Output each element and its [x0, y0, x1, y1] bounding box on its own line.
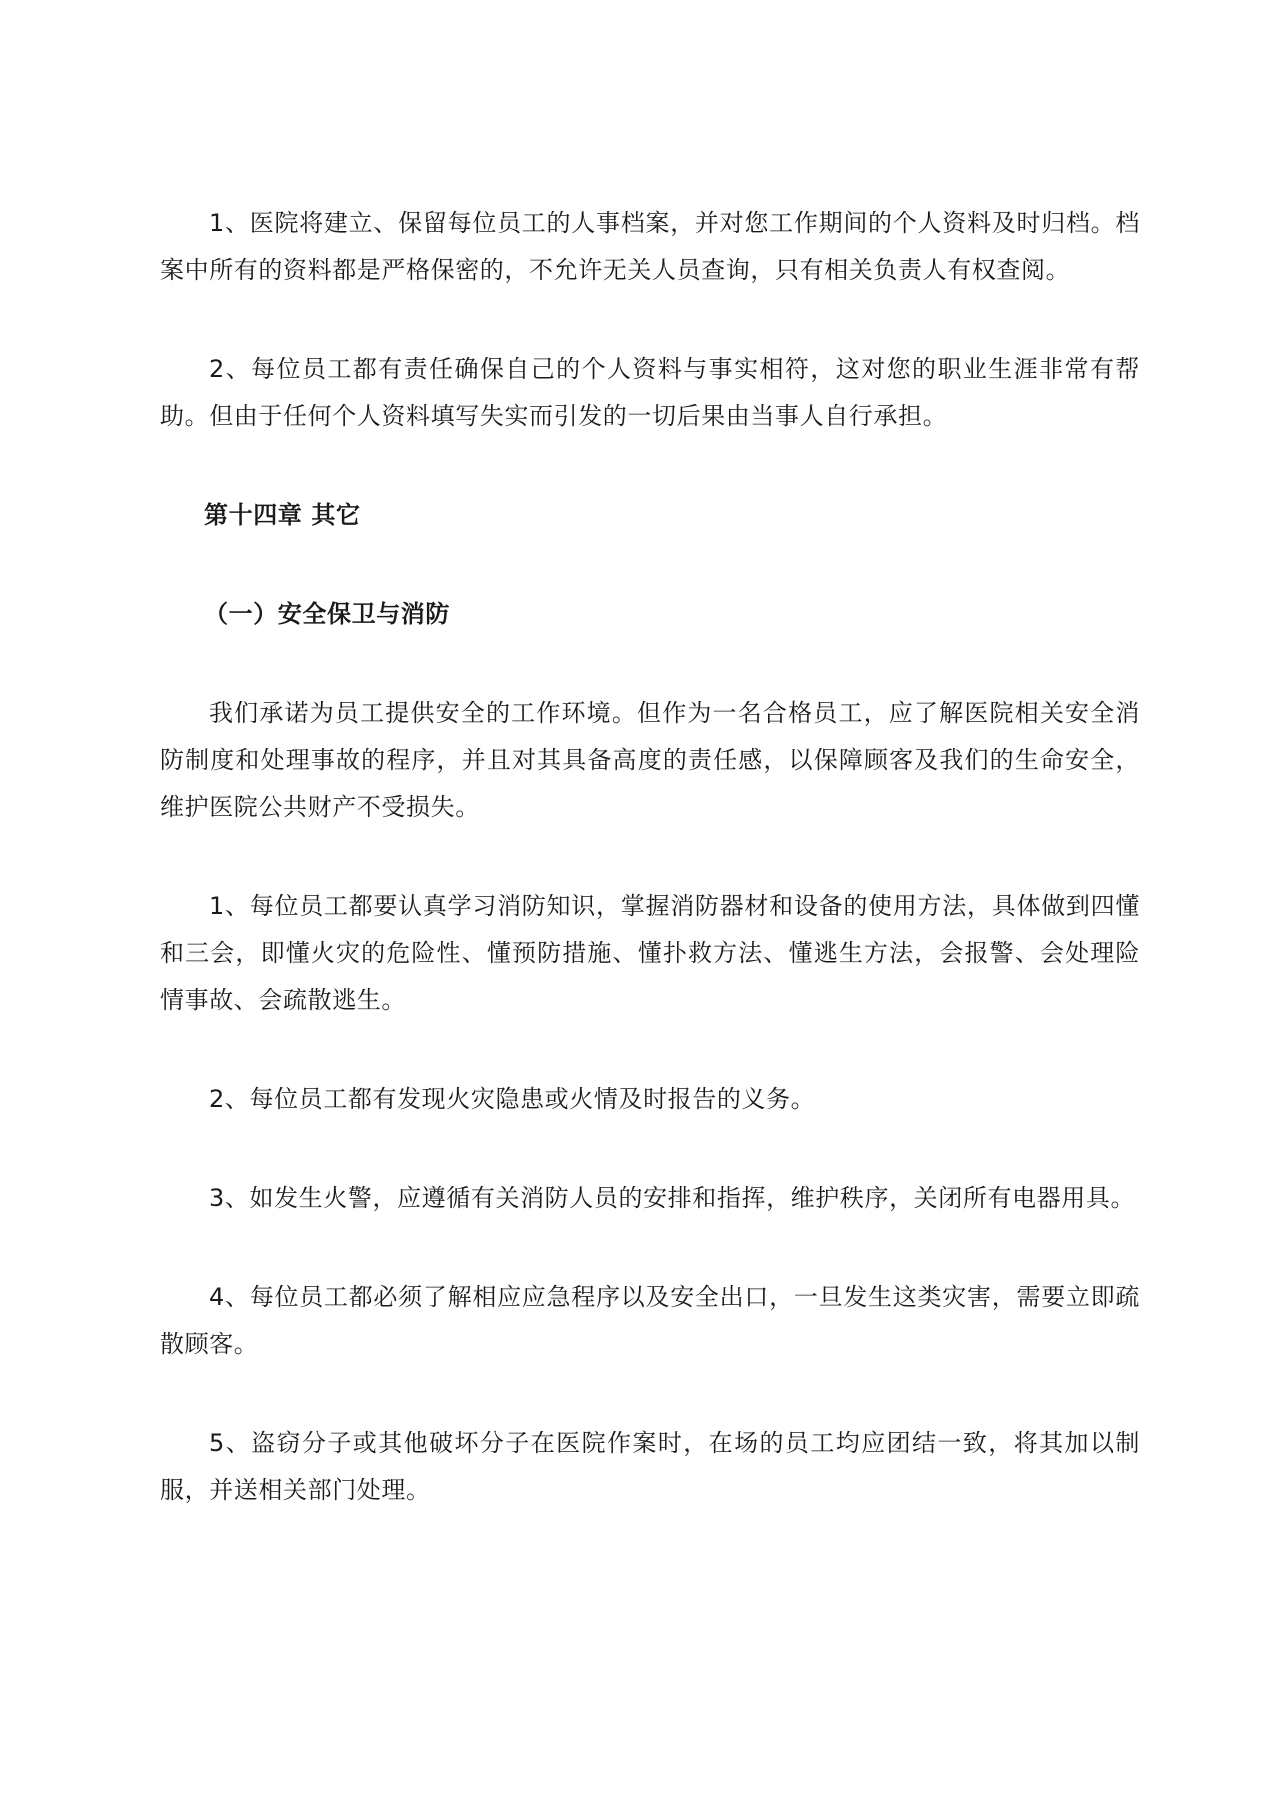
chapter-heading: 第十四章 其它	[204, 501, 361, 529]
document-body	[160, 200, 1140, 1566]
list-item-theft-response: 5、盗窃分子或其他破坏分子在医院作案时，在场的员工均应团结一致，将其加以制服，并送相关部门处理。	[160, 1429, 1140, 1504]
list-item-emergency-exits: 4、每位员工都必须了解相应应急程序以及安全出口，一旦发生这类灾害，需要立即疏散顾客。	[160, 1283, 1140, 1358]
paragraph-personnel-records: 1、医院将建立、保留每位员工的人事档案，并对您工作期间的个人资料及时归档。档案中所有的资料都是严格保密的，不允许无关人员查询，只有相关负责人有权查阅。	[160, 209, 1140, 284]
paragraph-safety-intro: 我们承诺为员工提供安全的工作环境。但作为一名合格员工，应了解医院相关安全消防制度和处理事故的程序，并且对其具备高度的责任感，以保障顾客及我们的生命安全，维护医院公共财产不受损失。	[160, 699, 1140, 821]
paragraph-personal-info-accuracy: 2、每位员工都有责任确保自己的个人资料与事实相符，这对您的职业生涯非常有帮助。但由于任何个人资料填写失实而引发的一切后果由当事人自行承担。	[160, 355, 1140, 430]
section-heading: （一）安全保卫与消防	[204, 600, 450, 628]
list-item-fire-alarm: 3、如发生火警，应遵循有关消防人员的安排和指挥，维护秩序，关闭所有电器用具。	[209, 1184, 1136, 1212]
list-item-report-hazard: 2、每位员工都有发现火灾隐患或火情及时报告的义务。	[209, 1085, 816, 1113]
list-item-fire-knowledge: 1、每位员工都要认真学习消防知识，掌握消防器材和设备的使用方法，具体做到四懂和三会，即懂火灾的危险性、懂预防措施、懂扑救方法、懂逃生方法，会报警、会处理险情事故、会疏散逃生。	[160, 892, 1140, 1014]
